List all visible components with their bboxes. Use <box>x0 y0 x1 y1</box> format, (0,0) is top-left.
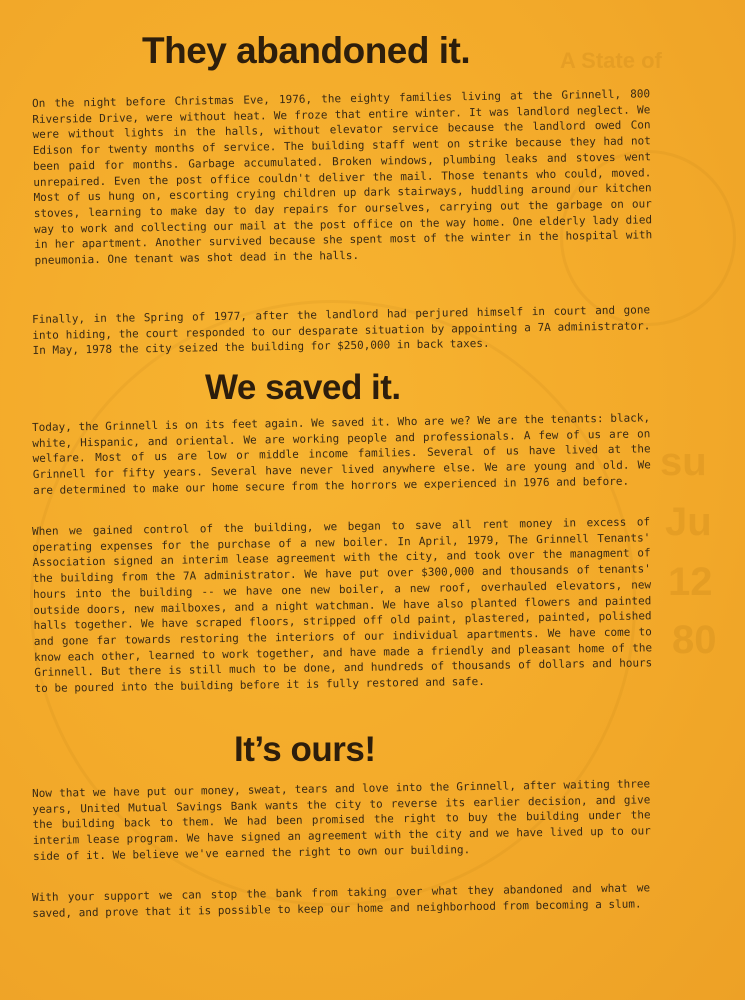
paragraph-court-administrator: Finally, in the Spring of 1977, after the landlord had perjured himself in court and gone into hiding, the court responded to our desparate situation by appointing a 7A administrator. In May, 1978 the city seized the building for $250,000 in back taxes. <box>32 303 651 358</box>
bleed-through-text: 12 <box>668 560 713 604</box>
heading-saved: We saved it. <box>205 368 401 407</box>
paragraph-who-we-are: Today, the Grinnell is on its feet again. We saved it. Who are we? We are the tenants: black, white, Hispanic, and oriental. We are working people and professionals. A few of us are on welfare. Most of us are low or middle income families. Several of us have lived at the Grinnell for fifty years. Several have never lived anywhere else. We are young and old. We are determined to make our home secure from the horrors we experienced in 1976 and before. <box>32 411 651 497</box>
paragraph-restoration-work: When we gained control of the building, we began to save all rent money in excess of operating expenses for the purchase of a new boiler. In April, 1979, The Grinnell Tenants' Association signed an interim lease agreement with the city, and took over the managment of the building from the 7A administrator. We have put over $300,000 and thousands of tenants' hours into the building -- we have one new boiler, a new roof, overhauled elevators, new outside doors, new mailboxes, and a night watchman. We have also planted flowers and painted halls together. We have scraped floors, stripped off old paint, plastered, painted, polished and gone far towards restoring the interiors of our individual apartments. We have come to know each other, learned to work together, and have made a friendly and pleasant home of the Grinnell. But there is still much to be done, and hundreds of thousands of dollars and hours to be poured into the building before it is fully restored and safe. <box>32 515 653 696</box>
bleed-through-text: Ju <box>665 500 712 544</box>
paragraph-call-for-support: With your support we can stop the bank from taking over what they abandoned and what we saved, and prove that it is possible to keep our home and neighborhood from becoming a slum. <box>32 881 651 920</box>
bleed-through-text: A State of <box>560 48 662 73</box>
bleed-through-text: su <box>660 440 707 484</box>
bleed-through-text: 80 <box>672 618 717 662</box>
heading-ours: It’s ours! <box>234 730 376 769</box>
heading-abandoned: They abandoned it. <box>142 30 471 71</box>
paragraph-bank-threat: Now that we have put our money, sweat, tears and love into the Grinnell, after waiting three years, United Mutual Savings Bank wants the city to reverse its earlier decision, and give the building back to them. We had been promised the right to buy the building under the interim lease program. We have signed an agreement with the city and we have lived up to our side of it. We believe we've earned the right to own our building. <box>32 777 651 863</box>
paragraph-abandonment-story: On the night before Christmas Eve, 1976, the eighty families living at the Grinnell, 800 Riverside Drive, were without heat. We froze that entire winter. It was landlord neglect. We were without lights in the halls, without elevator service because the landlord owed Con Edison for twenty months of service. The building staff went on strike because they had not been paid for months. Garbage accumulated. Broken windows, plumbing leaks and stoves went unrepaired. Even the post office couldn't deliver the mail. Those tenants who could, moved. Most of us hung on, escorting crying children up dark stairways, huddling around our kitchen stoves, learning to make day to day repairs for ourselves, carrying out the garbage on our way to work and collecting our mail at the post office on the way home. One elderly lady died in her apartment. Another survived because she spent most of the winter in the hospital with pneumonia. One tenant was shot dead in the halls. <box>32 87 653 268</box>
